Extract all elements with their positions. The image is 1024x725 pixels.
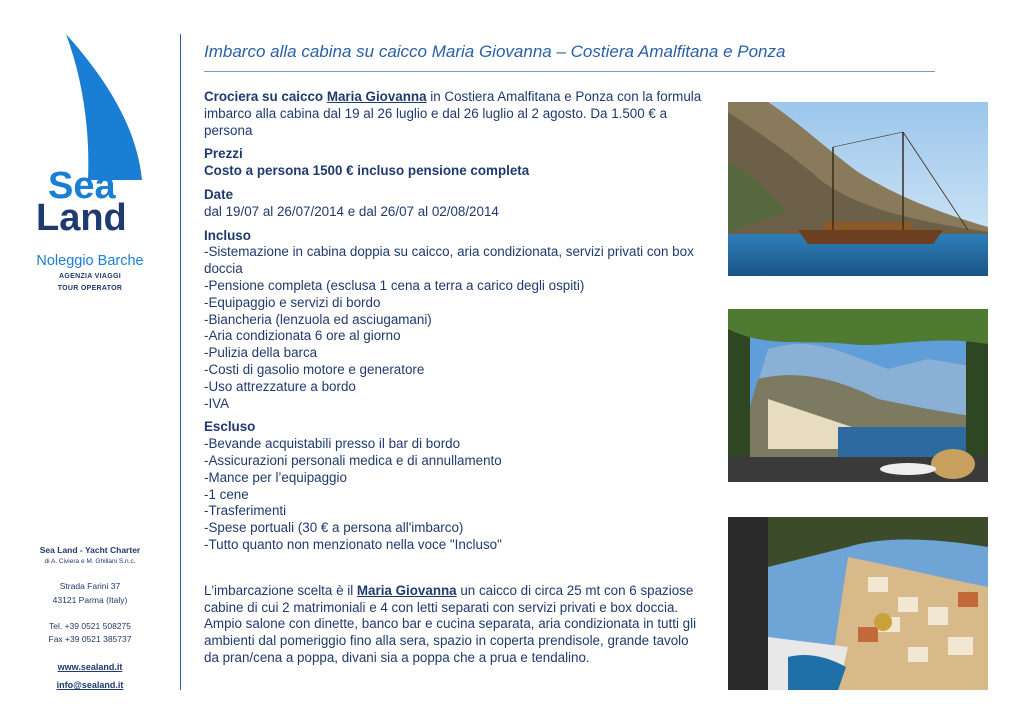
photo-positano: [728, 517, 988, 690]
date-heading: Date: [204, 186, 234, 202]
contact-fax: Fax +39 0521 385737: [48, 634, 132, 644]
logo-text-sea: Sea: [48, 165, 116, 207]
photo-boat-coast: [728, 102, 988, 276]
contact-company: Sea Land - Yacht Charter: [39, 545, 141, 555]
description-paragraph: [204, 583, 704, 667]
main-content: [204, 89, 704, 667]
list-item: -Costi di gasolio motore e generatore: [204, 361, 425, 377]
sidebar-divider: [180, 34, 181, 690]
website-link[interactable]: www.sealand.it: [57, 662, 123, 672]
intro-lead: Crociera su caicco: [204, 89, 324, 104]
brand-tagline: Noleggio Barche: [36, 253, 144, 269]
escluso-heading: Escluso: [204, 419, 256, 435]
sidebar: [0, 0, 180, 725]
list-item: -Spese portuali (30 € a persona all'imbarco): [204, 520, 464, 536]
intro-rest: in Costiera Amalfitana e Ponza con la formula imbarco alla cabina dal 19 al 26 luglio e dal 26 luglio al 2 agosto. Da 1.500 € a persona: [204, 89, 702, 138]
intro-paragraph: [204, 89, 704, 139]
agency-line-2: TOUR OPERATOR: [57, 285, 123, 292]
list-item: -Pulizia della barca: [204, 345, 318, 361]
list-item: -1 cene: [204, 486, 249, 502]
list-item: -Aria condizionata 6 ore al giorno: [204, 328, 401, 344]
list-item: -Tutto quanto non menzionato nella voce "Incluso": [204, 536, 502, 552]
agency-line-1: AGENZIA VIAGGI: [59, 273, 121, 280]
description-lead: L'imbarcazione scelta è il: [204, 582, 357, 598]
list-item: -Bevande acquistabili presso il bar di bordo: [204, 436, 461, 452]
page-title: Imbarco alla cabina su caicco Maria Giovanna – Costiera Amalfitana e Ponza: [204, 42, 786, 61]
list-item: -IVA: [204, 395, 230, 411]
date-text: dal 19/07 al 26/07/2014 e dal 26/07 al 02/08/2014: [204, 203, 499, 219]
list-item: -Equipaggio e servizi di bordo: [204, 294, 381, 310]
list-item: -Mance per l’equipaggio: [204, 469, 347, 485]
sail-icon: [66, 34, 142, 180]
list-item: -Assicurazioni personali medica e di annullamento: [204, 452, 502, 468]
incluso-heading: Incluso: [204, 227, 251, 243]
list-item: -Biancheria (lenzuola ed asciugamani): [204, 311, 432, 327]
sealand-logo: [28, 30, 158, 245]
list-item: -Uso attrezzature a bordo: [204, 378, 356, 394]
contact-street: Strada Farini 37: [59, 581, 121, 591]
title-divider: [204, 71, 935, 72]
photo-amalfi-terrace: [728, 309, 988, 482]
prezzi-heading: Prezzi: [204, 146, 243, 162]
contact-tel: Tel. +39 0521 508275: [48, 621, 131, 631]
list-item: -Trasferimenti: [204, 503, 287, 519]
list-item: -Sistemazione in cabina doppia su caicco, aria condizionata, servizi privati con box doccia: [204, 244, 694, 277]
email-link[interactable]: info@sealand.it: [56, 680, 124, 690]
prezzi-text: Costo a persona 1500 € incluso pensione completa: [204, 163, 530, 179]
contact-city: 43121 Parma (Italy): [52, 595, 128, 605]
boat-link[interactable]: Maria Giovanna: [326, 89, 427, 104]
description-rest: un caicco di circa 25 mt con 6 spaziose cabine di cui 2 matrimoniali e 4 con letti separati con servizi privati e box doccia. Ampio salone con dinette, banco bar e cucina separata, aria condizionata in tutti gli ambienti dal pomeriggio fino alla sera, spazio in coperta prendisole, grande tavolo da pran/cena a poppa, divani sia a poppa che a prua e tendalino.: [204, 582, 697, 665]
logo-text-land: Land: [36, 197, 127, 239]
boat-link-2[interactable]: Maria Giovanna: [356, 582, 457, 598]
list-item: -Pensione completa (esclusa 1 cena a terra a carico degli ospiti): [204, 277, 585, 293]
contact-owners: di A. Civiera e M. Ghillani S.n.c.: [44, 558, 136, 565]
